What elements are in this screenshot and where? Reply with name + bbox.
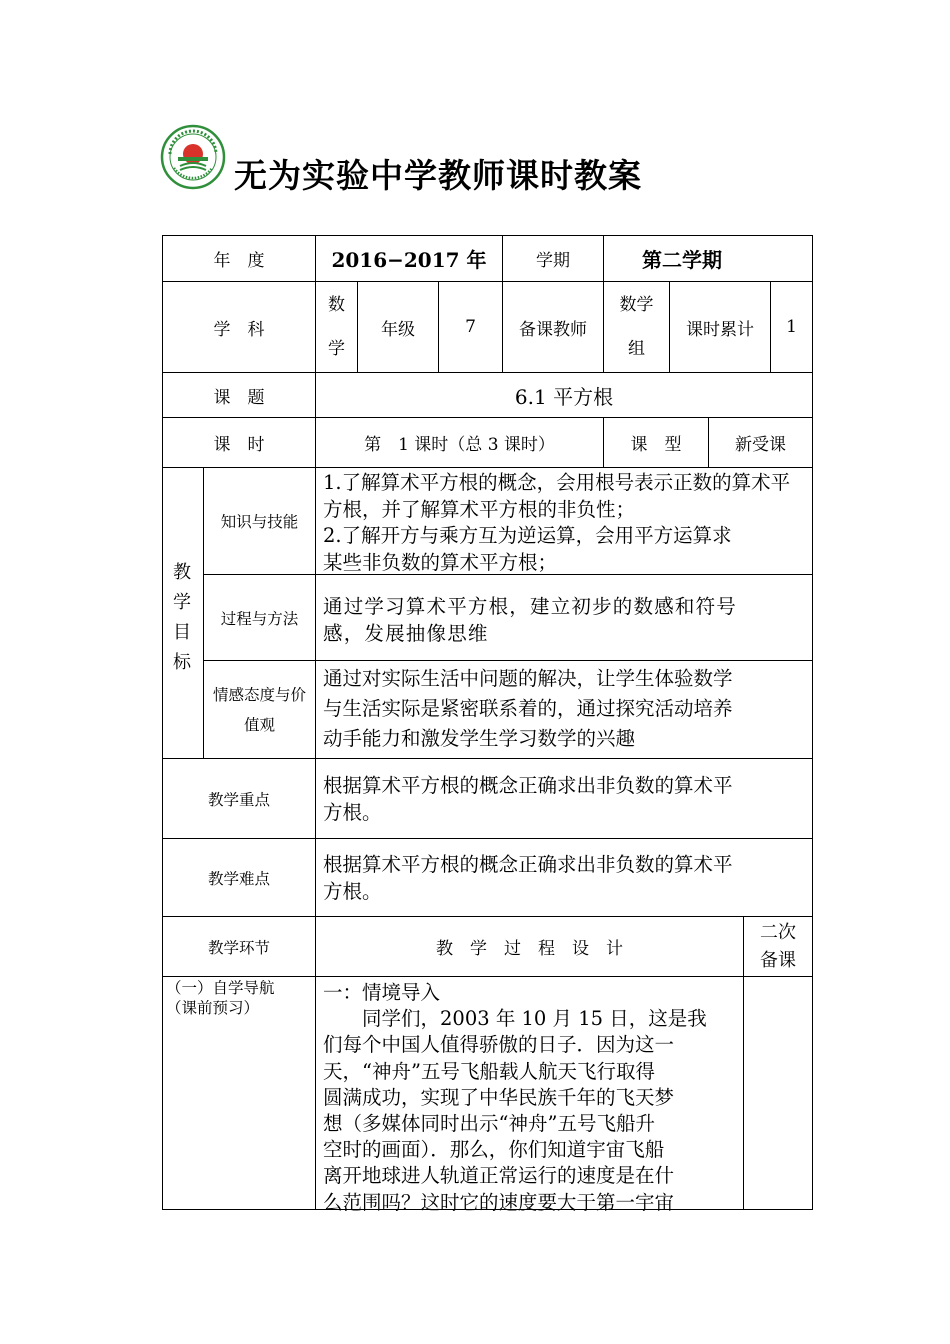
second-prep-line: 二次: [760, 921, 796, 943]
stage1-label: [166, 978, 275, 1018]
hours-label: 课时累计: [686, 319, 754, 340]
stage1-line: 想（多媒体同时出示“神舟”五号飞船升: [323, 1112, 655, 1136]
period-value: 第 1 课时（总 3 课时）: [364, 435, 555, 455]
emotion-text: [323, 664, 733, 754]
stage1-line: 么范围吗？这时它的速度要大于第一宇宙: [323, 1190, 675, 1214]
stage1-line: 天，“神舟”五号飞船载人航天飞行取得: [323, 1059, 655, 1083]
type-value: 新受课: [735, 435, 786, 455]
difficulty-label: 教学难点: [207, 869, 270, 888]
knowledge-label: 知识与技能: [220, 513, 299, 531]
goals-label: [170, 558, 194, 678]
teacher-value: [604, 282, 669, 372]
hours-value: 1: [786, 317, 797, 337]
difficulty-text: [323, 852, 733, 905]
difficulty-line: 根据算术平方根的概念正确求出非负数的算术平: [323, 853, 733, 876]
stage1-line: 们每个中国人值得骄傲的日子．因为这一: [323, 1033, 675, 1057]
second-prep-header: [744, 917, 812, 976]
knowledge-line: 1.了解算术平方根的概念，会用根号表示正数的算术平: [323, 471, 791, 494]
page-title: 无为实验中学教师课时教案: [234, 156, 642, 195]
knowledge-text: [323, 470, 790, 576]
subject-value-line: 数: [328, 295, 345, 315]
stage1-line: 空时的画面）．那么，你们知道宇宙飞船: [323, 1138, 665, 1162]
teacher-label: 备课教师: [519, 319, 587, 340]
stage1-line: 圆满成功，实现了中华民族千年的飞天梦: [323, 1085, 675, 1109]
key-point-text: [323, 773, 733, 826]
topic-value: 6.1 平方根: [514, 384, 614, 409]
topic-label: 课 题: [213, 387, 265, 408]
teacher-value-line: 数学: [619, 295, 654, 315]
year-label: 年 度: [213, 251, 265, 271]
knowledge-line: 某些非负数的算术平方根；: [323, 550, 558, 574]
key-point-line: 方根。: [323, 800, 382, 824]
emotion-label-line: 情感态度与价: [212, 685, 306, 704]
grade-label: 年级: [381, 319, 415, 340]
key-point-label: 教学重点: [207, 790, 270, 809]
stage1-label-line: （课前预习）: [166, 999, 260, 1017]
goals-label-char: 教: [173, 562, 191, 583]
emotion-label-line: 值观: [243, 715, 275, 734]
emotion-label: [204, 661, 315, 758]
second-prep-line: 备课: [760, 949, 796, 971]
process-text: [323, 594, 737, 647]
subject-label: 学 科: [213, 319, 265, 340]
stage1-line: 同学们，2003 年 10 月 15 日，这是我: [323, 1007, 707, 1031]
period-label: 课 时: [213, 435, 265, 455]
stage1-label-line: （一）自学导航: [166, 979, 275, 997]
term-label: 学期: [536, 251, 570, 271]
goals-label-char: 标: [173, 652, 191, 673]
teacher-value-line: 组: [628, 339, 645, 359]
type-label: 课 型: [630, 435, 682, 455]
goals-label-char: 学: [173, 592, 191, 613]
grade-value: 7: [465, 317, 476, 337]
key-point-line: 根据算术平方根的概念正确求出非负数的算术平: [323, 774, 733, 797]
emotion-line: 通过对实际生活中问题的解决，让学生体验数学: [323, 667, 733, 690]
stage1-text: [323, 980, 707, 1216]
process-label: 过程与方法: [220, 609, 299, 628]
process-line: 感，发展抽像思维: [323, 621, 489, 645]
knowledge-line: 2.了解开方与乘方互为逆运算，会用平方运算求: [323, 524, 732, 547]
knowledge-line: 方根，并了解算术平方根的非负性；: [323, 497, 636, 521]
goals-label-char: 目: [173, 622, 191, 643]
process-line: 通过学习算术平方根，建立初步的数感和符号: [323, 595, 738, 618]
emotion-line: 与生活实际是紧密联系着的，通过探究活动培养: [323, 697, 733, 720]
subject-value: [316, 282, 357, 372]
design-header: 教 学 过 程 设 计: [436, 939, 623, 959]
stage-header: 教学环节: [207, 938, 270, 957]
year-value: 2016−2017 年: [331, 248, 487, 272]
term-value: 第二学期: [642, 248, 722, 272]
subject-value-line: 学: [328, 339, 345, 359]
emotion-line: 动手能力和激发学生学习数学的兴趣: [323, 727, 636, 750]
difficulty-line: 方根。: [323, 879, 382, 903]
stage1-line: 离开地球进人轨道正常运行的速度是在什: [323, 1164, 675, 1188]
stage1-line: 一：情境导入: [323, 981, 441, 1004]
